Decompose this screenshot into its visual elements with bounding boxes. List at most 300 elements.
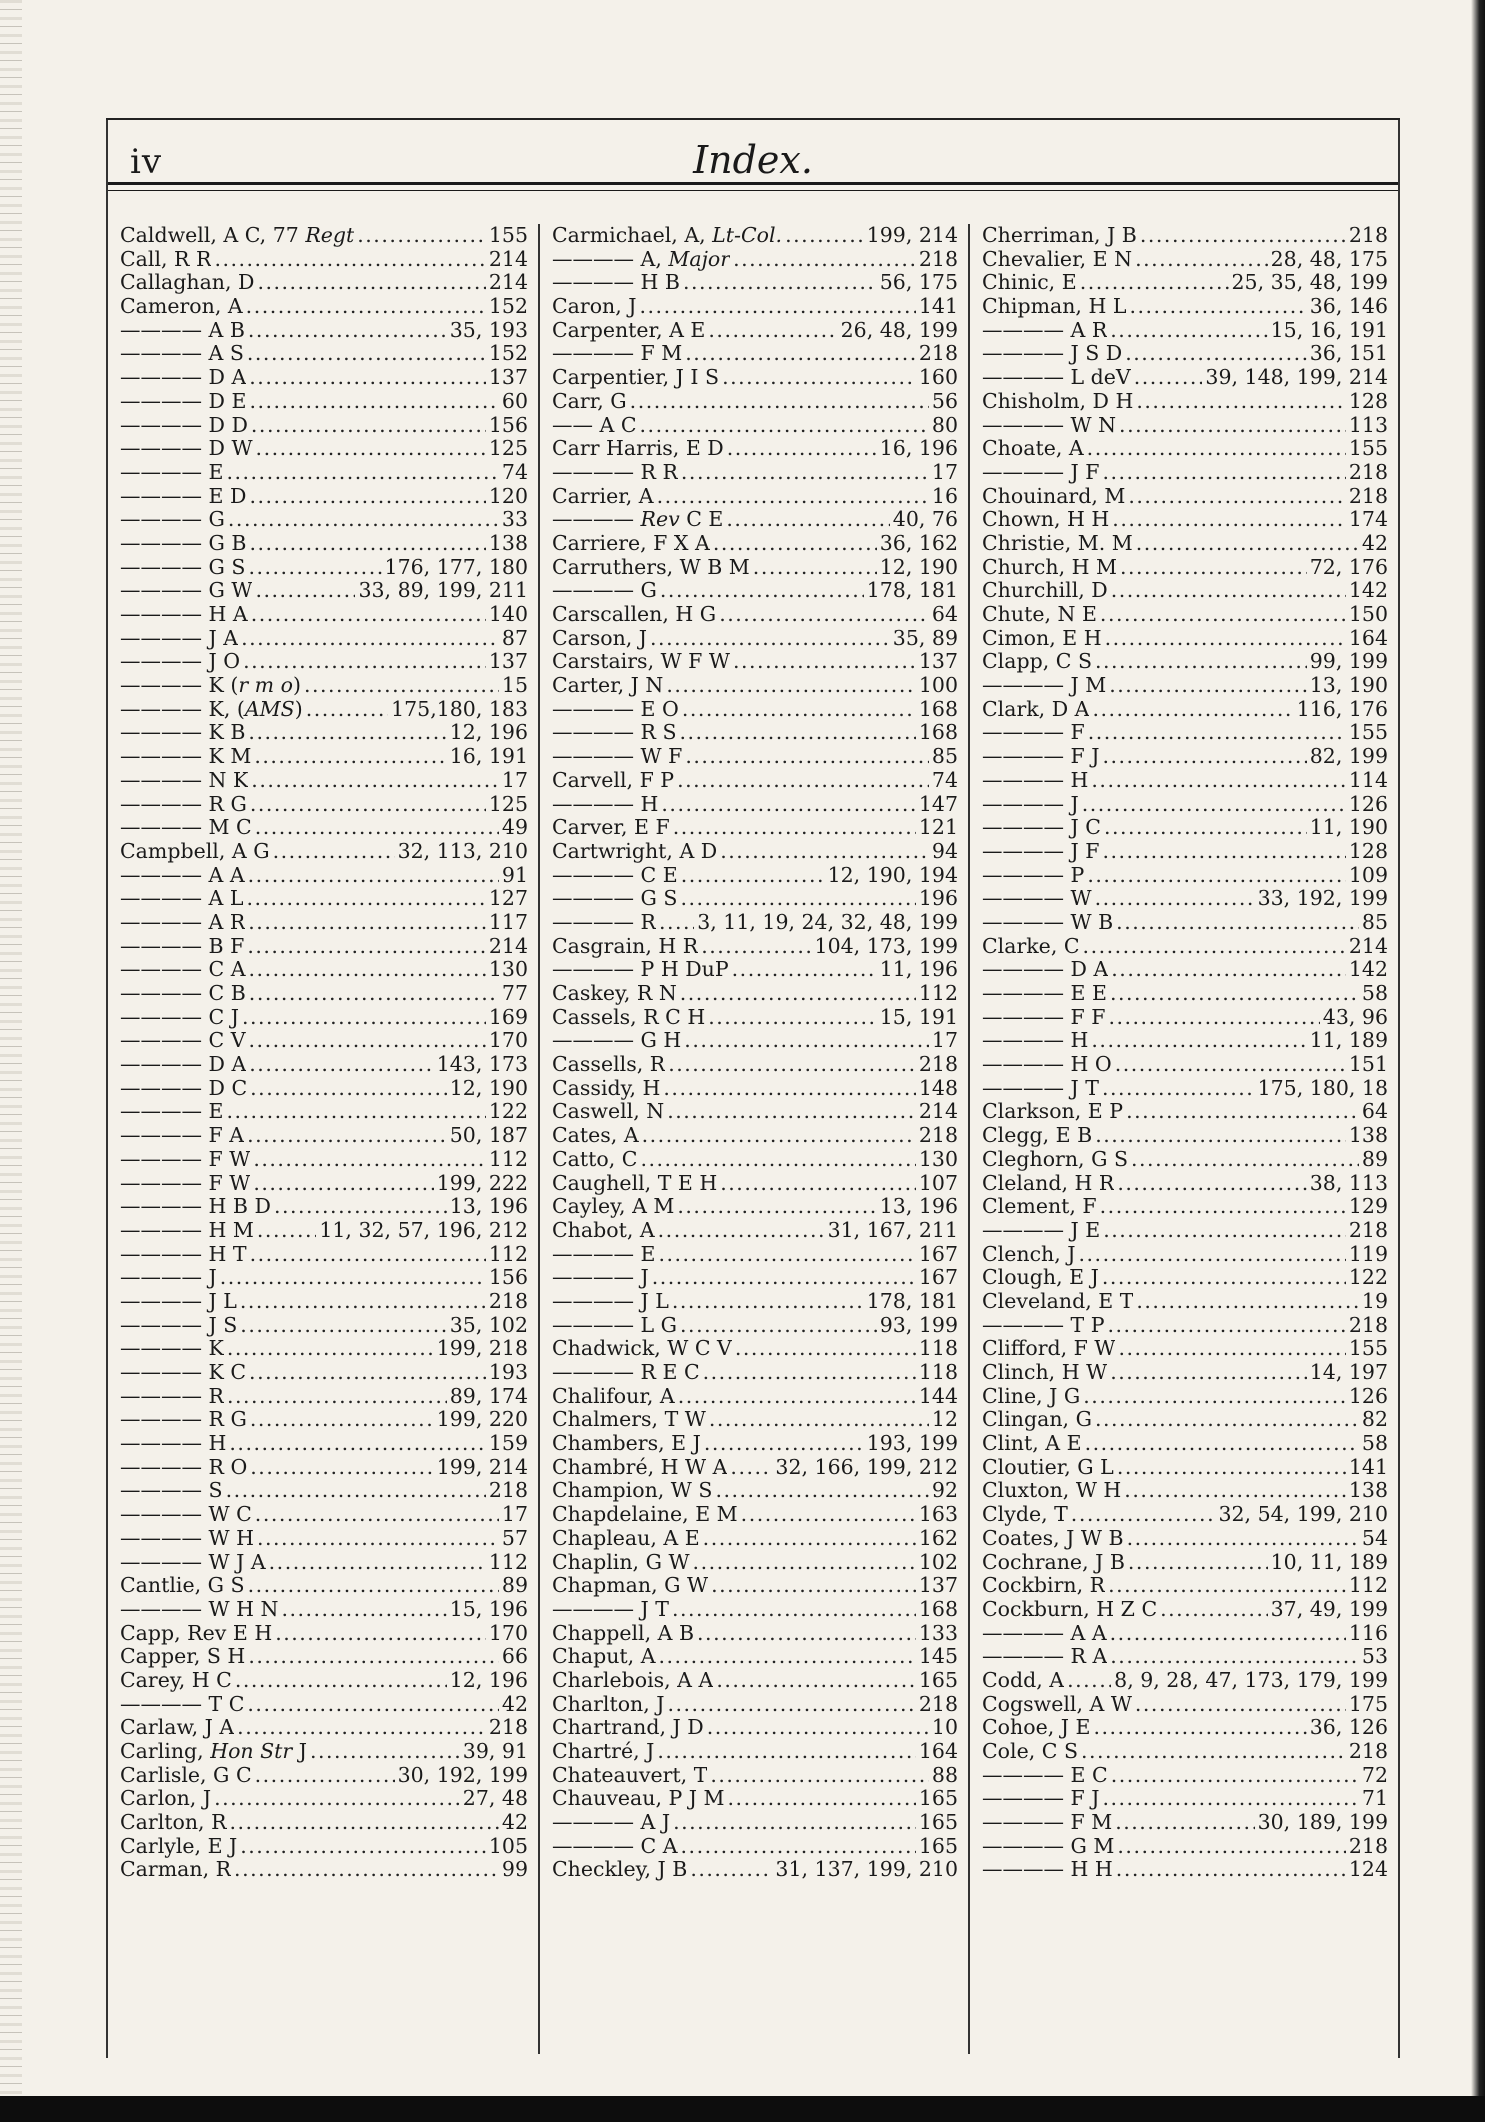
dot-leader — [248, 911, 486, 935]
entry-name-italic: Lt-Col. — [712, 224, 783, 247]
index-entry — [982, 1006, 1388, 1030]
entry-pages: 36, 162 — [879, 531, 958, 555]
dot-leader — [642, 1124, 916, 1148]
entry-pages: 85 — [931, 745, 958, 769]
entry-name: ———— D A — [982, 958, 1109, 982]
dot-leader — [249, 532, 485, 556]
entry-name: Carscallen, H G — [552, 603, 717, 626]
dot-leader — [681, 864, 825, 888]
entry-name: Clapp, C S — [982, 650, 1092, 674]
dot-leader — [275, 1622, 486, 1646]
entry-pages: 145 — [918, 1645, 958, 1669]
index-entry — [982, 603, 1388, 627]
entry-name: ———— K B — [120, 721, 246, 745]
dot-leader — [1080, 271, 1229, 295]
entry-pages: 218 — [1348, 460, 1388, 484]
entry-pages: 15 — [501, 674, 528, 698]
index-entry — [982, 556, 1388, 580]
entry-pages: 12, 196 — [449, 721, 528, 745]
entry-name: Cockbirn, R — [982, 1574, 1106, 1598]
entry-name: ———— E — [120, 1100, 224, 1124]
scan-edge-left — [0, 0, 22, 2122]
entry-name: ———— J O — [120, 650, 241, 674]
index-entry — [982, 1172, 1388, 1196]
entry-name: ———— J T — [552, 1597, 669, 1621]
entry-pages: 130 — [918, 1147, 958, 1171]
entry-pages: 112 — [488, 1242, 528, 1266]
entry-pages: 16, 191 — [449, 745, 528, 769]
entry-pages: 137 — [918, 650, 958, 674]
dot-leader — [1117, 1172, 1306, 1196]
entry-name: Cassells, R — [552, 1053, 666, 1077]
dot-leader — [240, 1835, 486, 1859]
entry-pages: 218 — [1348, 1740, 1388, 1763]
index-entry — [982, 1266, 1388, 1290]
entry-name: Chartrand, J D — [552, 1716, 704, 1740]
index-entry — [982, 390, 1388, 414]
index-entry — [120, 1361, 528, 1385]
dot-leader — [1116, 911, 1359, 935]
entry-name: Carter, J N — [552, 674, 664, 698]
entry-pages: 11, 196 — [879, 958, 958, 982]
dot-leader — [1108, 1006, 1319, 1030]
entry-name: ———— E D — [120, 484, 247, 508]
entry-pages: 15, 191 — [879, 1005, 958, 1029]
entry-name: Clyde, T — [982, 1503, 1068, 1527]
index-entry — [982, 1503, 1388, 1527]
entry-name: ———— J S D — [982, 342, 1123, 366]
entry-pages: 36, 151 — [1309, 342, 1388, 366]
dot-leader — [255, 1764, 395, 1788]
dot-leader — [1125, 342, 1307, 366]
index-entry — [120, 1622, 528, 1646]
index-entry — [120, 1029, 528, 1053]
entry-name: ———— G B — [120, 531, 247, 555]
dot-leader — [733, 650, 916, 674]
entry-pages: 36, 126 — [1309, 1716, 1388, 1740]
entry-name: Chartré, J — [552, 1740, 655, 1763]
dot-leader — [678, 1385, 916, 1409]
index-entry — [982, 698, 1388, 722]
dot-leader — [1102, 840, 1345, 864]
index-entry — [552, 935, 958, 959]
dot-leader — [703, 1527, 916, 1551]
entry-name: Caughell, T E H — [552, 1171, 718, 1195]
entry-name: Chaplin, G W — [552, 1550, 690, 1574]
dot-leader — [785, 224, 864, 248]
entry-pages: 164 — [1348, 626, 1388, 650]
index-entry — [552, 1053, 958, 1077]
index-entry — [552, 1503, 958, 1527]
entry-pages: 156 — [488, 1266, 528, 1290]
entry-pages: 77 — [501, 982, 528, 1005]
entry-pages: 138 — [488, 531, 528, 555]
top-rule — [106, 118, 1400, 120]
index-entry — [120, 295, 528, 319]
entry-name: ———— W C — [120, 1503, 252, 1527]
index-entry — [552, 650, 958, 674]
dot-leader — [1131, 1148, 1359, 1172]
entry-pages: 117 — [488, 910, 528, 934]
entry-name: Carlyle, E J — [120, 1834, 238, 1858]
entry-name: ———— W H N — [120, 1597, 279, 1621]
dot-leader — [247, 935, 486, 959]
entry-pages: 42 — [501, 1692, 528, 1716]
entry-name: Chateauvert, T — [552, 1763, 708, 1787]
entry-pages: 11, 32, 57, 196, 212 — [319, 1218, 528, 1242]
dot-leader — [693, 1551, 916, 1575]
entry-pages: 74 — [501, 460, 528, 484]
entry-pages: 42 — [501, 1811, 528, 1835]
dot-leader — [1135, 1693, 1346, 1717]
dot-leader — [256, 437, 486, 461]
entry-pages: 11, 190 — [1309, 816, 1388, 840]
entry-name: Carr Harris, E D — [552, 437, 724, 461]
dot-leader — [248, 556, 381, 580]
dot-leader — [1083, 935, 1346, 959]
index-entry — [982, 935, 1388, 959]
entry-pages: 137 — [918, 1574, 958, 1598]
index-column-3 — [968, 224, 1398, 2054]
index-entry — [120, 1456, 528, 1480]
index-entry — [552, 864, 958, 888]
dot-leader — [708, 1006, 877, 1030]
dot-leader — [726, 508, 889, 532]
dot-leader — [680, 982, 916, 1006]
entry-name: Carvell, F P — [552, 768, 675, 792]
index-entry — [120, 1598, 528, 1622]
dot-leader — [710, 1764, 929, 1788]
entry-pages: 142 — [1348, 958, 1388, 982]
entry-pages: 148 — [918, 1076, 958, 1100]
entry-pages: 109 — [1348, 863, 1388, 887]
index-entry — [120, 485, 528, 509]
index-entry — [982, 840, 1388, 864]
entry-pages: 156 — [488, 413, 528, 437]
dot-leader — [251, 769, 499, 793]
index-entry — [120, 508, 528, 532]
entry-pages: 64 — [1361, 1100, 1388, 1124]
dot-leader — [1108, 1314, 1346, 1338]
entry-pages: 129 — [1348, 1195, 1388, 1219]
entry-name: Caskey, R N — [552, 982, 677, 1005]
index-entry — [982, 1077, 1388, 1101]
index-entry — [552, 1148, 958, 1172]
index-entry — [120, 1432, 528, 1456]
dot-leader — [220, 1266, 486, 1290]
index-entry — [982, 248, 1388, 272]
dot-leader — [250, 1456, 433, 1480]
dot-leader — [1103, 1219, 1346, 1243]
index-entry — [120, 1148, 528, 1172]
entry-name-italic: AMS — [244, 697, 295, 721]
index-entry — [552, 1100, 958, 1124]
entry-pages: 58 — [1361, 1432, 1388, 1456]
entry-pages: 13, 190 — [1309, 674, 1388, 698]
entry-name: Chadwick, W C V — [552, 1337, 732, 1361]
dot-leader — [727, 437, 877, 461]
entry-pages: 13, 196 — [879, 1195, 958, 1219]
entry-name: Carling, Hon Str J — [120, 1740, 307, 1763]
index-entry — [120, 603, 528, 627]
entry-name: Clement, F — [982, 1195, 1097, 1219]
dot-leader — [722, 366, 916, 390]
index-entry — [982, 1314, 1388, 1338]
entry-name: ———— S — [120, 1479, 223, 1503]
index-entry — [552, 1077, 958, 1101]
entry-name: ———— C J — [120, 1005, 239, 1029]
index-entry — [120, 698, 528, 722]
entry-name: Cluxton, W H — [982, 1479, 1122, 1503]
entry-name: Chapleau, A E — [552, 1526, 700, 1550]
dot-leader — [657, 485, 929, 509]
entry-name: Clarkson, E P — [982, 1100, 1124, 1124]
dot-leader — [666, 674, 916, 698]
dot-leader — [711, 1574, 916, 1598]
entry-pages: 137 — [488, 650, 528, 674]
index-entry — [552, 911, 958, 935]
dot-leader — [703, 1361, 916, 1385]
dot-leader — [630, 390, 929, 414]
index-entry — [982, 295, 1388, 319]
dot-leader — [1087, 437, 1346, 461]
dot-leader — [240, 1290, 486, 1314]
entry-name: Capp, Rev E H — [120, 1621, 273, 1645]
index-entry — [552, 579, 958, 603]
entry-pages: 58 — [1361, 982, 1388, 1005]
index-entry — [120, 1835, 528, 1859]
entry-name-italic: r m o — [238, 674, 293, 698]
entry-name: ———— L G — [552, 1313, 678, 1337]
dot-leader — [246, 295, 486, 319]
dot-leader — [673, 1811, 916, 1835]
entry-pages: 32, 54, 199, 210 — [1218, 1503, 1388, 1527]
entry-pages: 126 — [1348, 792, 1388, 816]
index-entry — [982, 1669, 1388, 1693]
entry-name: Cassels, R C H — [552, 1005, 706, 1029]
entry-name-italic: Major — [668, 247, 731, 271]
dot-leader — [1110, 319, 1267, 343]
entry-name: ———— F J — [982, 745, 1100, 769]
entry-name: Cline, J G — [982, 1384, 1081, 1408]
entry-pages: 87 — [501, 626, 528, 650]
index-entry — [120, 721, 528, 745]
index-entry — [982, 721, 1388, 745]
dot-leader — [227, 1337, 434, 1361]
entry-name: Carson, J — [552, 626, 648, 650]
entry-name: ———— J — [552, 1266, 649, 1290]
entry-name: Cherriman, J B — [982, 224, 1137, 247]
dot-leader — [1102, 745, 1306, 769]
entry-name: —— A C — [552, 413, 637, 437]
entry-name: ———— K M — [120, 745, 252, 769]
dot-leader — [680, 721, 916, 745]
dot-leader — [1116, 1858, 1346, 1882]
index-entry — [552, 1006, 958, 1030]
index-entry — [982, 1835, 1388, 1859]
index-entry — [552, 1835, 958, 1859]
entry-name: Carver, E F — [552, 816, 670, 840]
dot-leader — [250, 1243, 486, 1267]
dot-leader — [652, 1266, 916, 1290]
index-entry — [120, 1408, 528, 1432]
entry-pages: 12, 190, 194 — [827, 863, 958, 887]
entry-name: Chambré, H W A — [552, 1455, 728, 1479]
entry-name: Clingan, G — [982, 1408, 1092, 1432]
entry-name: ———— K C — [120, 1361, 247, 1384]
index-entry — [552, 1645, 958, 1669]
entry-name: ———— R O — [120, 1455, 248, 1479]
index-entry — [120, 461, 528, 485]
entry-pages: 218 — [1348, 484, 1388, 508]
entry-name: Chauveau, P J M — [552, 1787, 725, 1811]
dot-leader — [660, 579, 864, 603]
entry-pages: 218 — [918, 1124, 958, 1148]
index-entry — [982, 769, 1388, 793]
entry-name: ———— G H — [552, 1029, 682, 1053]
entry-name: Champion, W S — [552, 1479, 713, 1503]
index-entry — [982, 864, 1388, 888]
entry-pages: 168 — [918, 721, 958, 745]
entry-pages: 16 — [931, 484, 958, 508]
entry-name: ———— G M — [982, 1834, 1115, 1858]
entry-pages: 175 — [1348, 1692, 1388, 1716]
index-entry — [552, 366, 958, 390]
entry-pages: 193, 199 — [866, 1432, 958, 1456]
index-entry — [552, 414, 958, 438]
index-entry — [982, 816, 1388, 840]
entry-pages: 167 — [918, 1242, 958, 1266]
entry-name: ———— K, (AMS) — [120, 697, 303, 721]
entry-pages: 33, 192, 199 — [1257, 887, 1388, 911]
dot-leader — [685, 342, 916, 366]
index-entry — [982, 745, 1388, 769]
entry-name: ———— G — [552, 579, 657, 603]
index-entry — [552, 295, 958, 319]
entry-name: Capper, S H — [120, 1645, 246, 1669]
entry-name: ———— H — [552, 792, 659, 816]
index-entry — [552, 1479, 958, 1503]
entry-pages: 112 — [488, 1550, 528, 1574]
dot-leader — [254, 745, 446, 769]
index-entry — [552, 1266, 958, 1290]
entry-name: Carlisle, G C — [120, 1763, 252, 1787]
page-number: iv — [130, 142, 163, 182]
entry-pages: 218 — [1348, 1218, 1388, 1242]
entry-name: Casgrain, H R — [552, 934, 699, 958]
entry-name: Chalifour, A — [552, 1384, 675, 1408]
index-entry — [552, 1432, 958, 1456]
entry-pages: 33, 89, 199, 211 — [358, 579, 528, 603]
entry-pages: 12, 190 — [449, 1076, 528, 1100]
dot-leader — [227, 1385, 447, 1409]
index-entry — [552, 342, 958, 366]
dot-leader — [1095, 1124, 1346, 1148]
index-page — [106, 118, 1400, 2058]
index-entry — [120, 1290, 528, 1314]
dot-leader — [249, 390, 498, 414]
entry-pages: 118 — [918, 1337, 958, 1361]
dot-leader — [1108, 1574, 1346, 1598]
index-entry — [982, 319, 1388, 343]
entry-pages: 49 — [501, 816, 528, 840]
entry-pages: 64 — [931, 603, 958, 626]
index-entry — [120, 958, 528, 982]
dot-leader — [1136, 390, 1345, 414]
entry-pages: 91 — [501, 863, 528, 887]
entry-name: ———— G — [120, 508, 225, 532]
entry-pages: 16, 196 — [879, 437, 958, 461]
index-entry — [982, 1716, 1388, 1740]
entry-name: Checkley, J B — [552, 1858, 688, 1882]
header-rule-thin — [108, 190, 1398, 191]
dot-leader — [234, 1858, 499, 1882]
dot-leader — [1118, 1337, 1345, 1361]
entry-pages: 8, 9, 28, 47, 173, 179, 199 — [1114, 1668, 1388, 1692]
entry-pages: 214 — [488, 271, 528, 295]
dot-leader — [1095, 1408, 1359, 1432]
entry-name: Charlebois, A A — [552, 1668, 714, 1692]
entry-name: ———— F A — [120, 1124, 245, 1148]
entry-name: ———— F W — [120, 1171, 251, 1195]
entry-pages: 128 — [1348, 389, 1388, 413]
dot-leader — [1087, 864, 1346, 888]
entry-pages: 165 — [918, 1787, 958, 1811]
index-entry — [982, 1195, 1388, 1219]
index-entry — [120, 887, 528, 911]
index-entry — [120, 342, 528, 366]
index-entry — [120, 1787, 528, 1811]
entry-name: Chapman, G W — [552, 1574, 709, 1598]
index-entry — [552, 1669, 958, 1693]
index-entry — [552, 1029, 958, 1053]
dot-leader — [243, 650, 486, 674]
index-columns — [108, 224, 1398, 2054]
entry-pages: 122 — [488, 1100, 528, 1124]
dot-leader — [1126, 1100, 1359, 1124]
dot-leader — [720, 1172, 916, 1196]
dot-leader — [1135, 248, 1268, 272]
entry-name: ———— Rev C E — [552, 508, 724, 532]
dot-leader — [659, 911, 694, 935]
entry-pages: 140 — [488, 603, 528, 626]
entry-name: Chalmers, T W — [552, 1408, 706, 1432]
dot-leader — [733, 248, 916, 272]
dot-leader — [672, 1290, 864, 1314]
entry-pages: 112 — [1348, 1574, 1388, 1598]
entry-pages: 60 — [501, 389, 528, 413]
index-entry — [982, 958, 1388, 982]
dot-leader — [668, 1693, 916, 1717]
dot-leader — [281, 1598, 446, 1622]
entry-name: ———— H A — [120, 603, 248, 626]
dot-leader — [214, 1787, 460, 1811]
dot-leader — [1092, 698, 1293, 722]
entry-name: ———— W — [982, 887, 1092, 911]
entry-name: ———— J S — [120, 1313, 238, 1337]
index-entry — [552, 461, 958, 485]
entry-pages: 199, 214 — [436, 1455, 528, 1479]
index-entry — [552, 887, 958, 911]
entry-name: Carr, G — [552, 389, 627, 413]
entry-name: ———— R A — [982, 1645, 1108, 1669]
entry-pages: 80 — [931, 413, 958, 437]
index-entry — [982, 1764, 1388, 1788]
dot-leader — [1067, 1669, 1111, 1693]
index-entry — [120, 366, 528, 390]
dot-leader — [1112, 508, 1346, 532]
dot-leader — [728, 1787, 916, 1811]
